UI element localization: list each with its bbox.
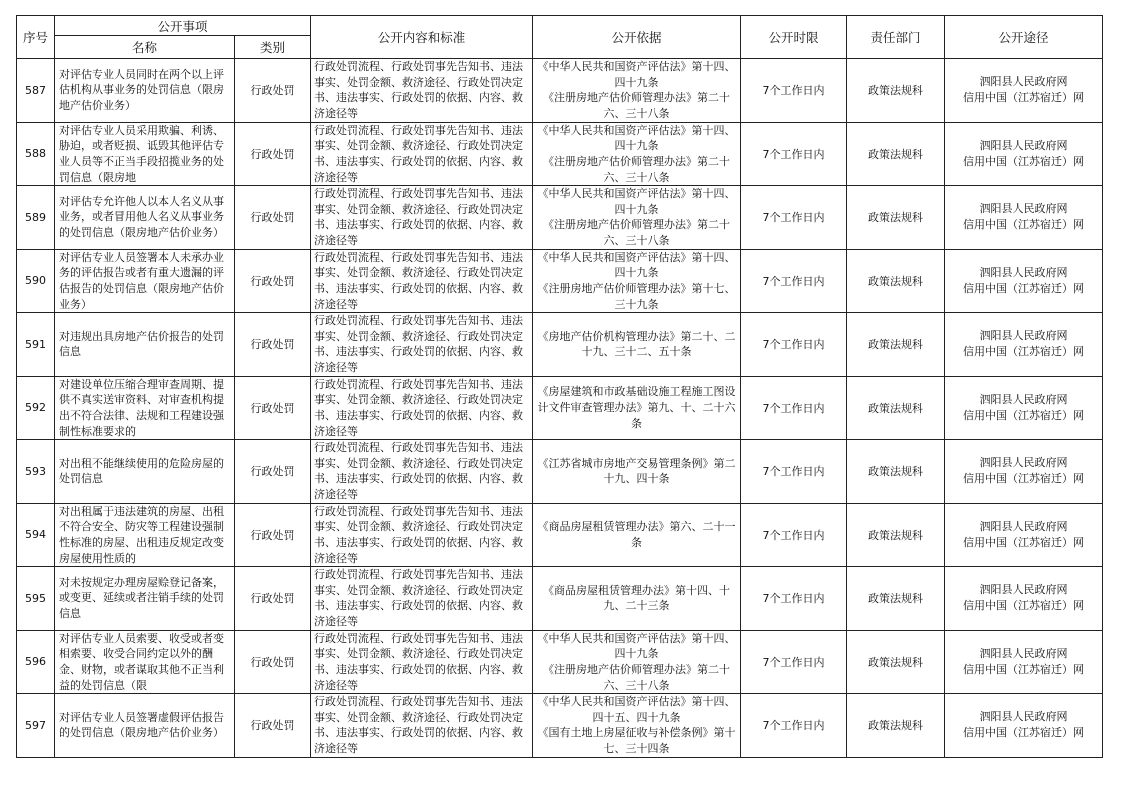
responsible-department: 政策法规科	[847, 186, 945, 250]
item-name-cell	[55, 122, 235, 186]
channel-line-2: 信用中国（江苏宿迁）网	[963, 218, 1084, 232]
row-number: 597	[17, 694, 55, 758]
disclosure-channel	[945, 122, 1103, 186]
responsible-department: 政策法规科	[847, 630, 945, 694]
item-type: 行政处罚	[235, 630, 311, 694]
disclosure-channel	[945, 59, 1103, 123]
table-row	[17, 630, 1103, 694]
item-name: 对评估专业人员签署虚假评估报告的处罚信息（限房地产估价业务）	[59, 710, 224, 740]
item-type: 行政处罚	[235, 440, 311, 504]
disclosure-content: 行政处罚流程、行政处罚事先告知书、违法事实、处罚金额、救济途径、行政处罚决定书、违法事实、行政处罚的依据、内容、救济途径等	[314, 314, 523, 375]
responsible-department: 政策法规科	[847, 376, 945, 440]
content-cell	[311, 503, 533, 567]
channel-line-1: 泗阳县人民政府网	[979, 392, 1068, 406]
content-cell	[311, 59, 533, 123]
table-row	[17, 313, 1103, 377]
time-limit: 7个工作日内	[741, 567, 847, 631]
item-type: 行政处罚	[235, 376, 311, 440]
table-row	[17, 694, 1103, 758]
disclosure-content: 行政处罚流程、行政处罚事先告知书、违法事实、处罚金额、救济途径、行政处罚决定书、违法事实、行政处罚的依据、内容、救济途径等	[314, 250, 523, 311]
legal-basis: 《中华人民共和国资产评估法》第十四、四十九条 《注册房地产估价师管理办法》第二十六、三十八条	[537, 631, 736, 692]
basis-cell	[533, 122, 741, 186]
responsible-department: 政策法规科	[847, 59, 945, 123]
content-cell	[311, 249, 533, 313]
channel-line-2: 信用中国（江苏宿迁）网	[963, 345, 1084, 359]
item-name-cell	[55, 249, 235, 313]
item-name: 对建设单位压缩合理审查周期、提供不真实送审资料、对审查机构提出不符合法律、法规和工程建设强制性标准要求的	[59, 377, 224, 438]
header-time-limit: 公开时限	[741, 16, 847, 59]
channel-line-2: 信用中国（江苏宿迁）网	[963, 154, 1084, 168]
time-limit: 7个工作日内	[741, 440, 847, 504]
content-cell	[311, 122, 533, 186]
disclosure-content: 行政处罚流程、行政处罚事先告知书、违法事实、处罚金额、救济途径、行政处罚决定书、违法事实、行政处罚的依据、内容、救济途径等	[314, 631, 523, 692]
channel-line-1: 泗阳县人民政府网	[979, 75, 1068, 89]
table-row	[17, 567, 1103, 631]
table-row	[17, 122, 1103, 186]
channel-line-1: 泗阳县人民政府网	[979, 710, 1068, 724]
legal-basis: 《商品房屋租赁管理办法》第十四、十九、二十三条	[543, 583, 730, 613]
table-row	[17, 249, 1103, 313]
row-number: 596	[17, 630, 55, 694]
legal-basis: 《中华人民共和国资产评估法》第十四、四十九条 《注册房地产估价师管理办法》第十七、三十九条	[537, 250, 736, 311]
legal-basis: 《中华人民共和国资产评估法》第十四、四十九条 《注册房地产估价师管理办法》第二十六、三十八条	[537, 60, 736, 121]
time-limit: 7个工作日内	[741, 313, 847, 377]
basis-cell	[533, 249, 741, 313]
table-row	[17, 440, 1103, 504]
item-type: 行政处罚	[235, 59, 311, 123]
item-name-cell	[55, 694, 235, 758]
responsible-department: 政策法规科	[847, 313, 945, 377]
item-type: 行政处罚	[235, 694, 311, 758]
legal-basis: 《商品房屋租赁管理办法》第六、二十一条	[537, 520, 736, 549]
legal-basis: 《房屋建筑和市政基础设施工程施工图设计文件审查管理办法》第九、十、二十六条	[537, 385, 736, 430]
time-limit: 7个工作日内	[741, 694, 847, 758]
item-type: 行政处罚	[235, 249, 311, 313]
legal-basis: 《房地产估价机构管理办法》第二十、二十九、三十二、五十条	[537, 329, 736, 359]
channel-line-1: 泗阳县人民政府网	[979, 646, 1068, 660]
item-type: 行政处罚	[235, 186, 311, 250]
disclosure-content: 行政处罚流程、行政处罚事先告知书、违法事实、处罚金额、救济途径、行政处罚决定书、违法事实、行政处罚的依据、内容、救济途径等	[314, 504, 523, 565]
item-name-cell	[55, 376, 235, 440]
item-name: 对出租属于违法建筑的房屋、出租不符合安全、防灾等工程建设强制性标准的房屋、出租违反规定改变房屋使用性质的	[59, 504, 224, 565]
header-item-group: 公开事项	[55, 16, 311, 36]
legal-basis: 《中华人民共和国资产评估法》第十四、四十九条 《注册房地产估价师管理办法》第二十六、三十八条	[537, 187, 736, 248]
item-name: 对评估专业人员同时在两个以上评估机构从事业务的处罚信息（限房地产估价业务）	[59, 67, 224, 113]
disclosure-content: 行政处罚流程、行政处罚事先告知书、违法事实、处罚金额、救济途径、行政处罚决定书、违法事实、行政处罚的依据、内容、救济途径等	[314, 377, 523, 438]
responsible-department: 政策法规科	[847, 503, 945, 567]
channel-line-1: 泗阳县人民政府网	[979, 265, 1068, 279]
disclosure-channel	[945, 503, 1103, 567]
disclosure-table	[16, 15, 1103, 758]
header-no: 序号	[17, 16, 55, 59]
disclosure-channel	[945, 186, 1103, 250]
item-name: 对违规出具房地产估价报告的处罚信息	[59, 329, 224, 359]
legal-basis: 《中华人民共和国资产评估法》第十四、四十九条 《注册房地产估价师管理办法》第二十六、三十八条	[537, 123, 736, 184]
item-name-cell	[55, 59, 235, 123]
time-limit: 7个工作日内	[741, 503, 847, 567]
disclosure-channel	[945, 249, 1103, 313]
item-type: 行政处罚	[235, 122, 311, 186]
time-limit: 7个工作日内	[741, 122, 847, 186]
basis-cell	[533, 694, 741, 758]
disclosure-content: 行政处罚流程、行政处罚事先告知书、违法事实、处罚金额、救济途径、行政处罚决定书、违法事实、行政处罚的依据、内容、救济途径等	[314, 60, 523, 121]
time-limit: 7个工作日内	[741, 186, 847, 250]
disclosure-channel	[945, 567, 1103, 631]
header-department: 责任部门	[847, 16, 945, 59]
header-content: 公开内容和标准	[311, 16, 533, 59]
channel-line-1: 泗阳县人民政府网	[979, 202, 1068, 216]
basis-cell	[533, 186, 741, 250]
content-cell	[311, 630, 533, 694]
disclosure-content: 行政处罚流程、行政处罚事先告知书、违法事实、处罚金额、救济途径、行政处罚决定书、违法事实、行政处罚的依据、内容、救济途径等	[314, 123, 523, 184]
header-name: 名称	[55, 36, 235, 59]
content-cell	[311, 694, 533, 758]
responsible-department: 政策法规科	[847, 567, 945, 631]
row-number: 593	[17, 440, 55, 504]
responsible-department: 政策法规科	[847, 122, 945, 186]
channel-line-1: 泗阳县人民政府网	[979, 519, 1068, 533]
time-limit: 7个工作日内	[741, 376, 847, 440]
row-number: 595	[17, 567, 55, 631]
table-row	[17, 59, 1103, 123]
header-type: 类别	[235, 36, 311, 59]
basis-cell	[533, 567, 741, 631]
item-name-cell	[55, 440, 235, 504]
row-number: 589	[17, 186, 55, 250]
item-name: 对出租不能继续使用的危险房屋的处罚信息	[59, 456, 224, 486]
content-cell	[311, 186, 533, 250]
responsible-department: 政策法规科	[847, 440, 945, 504]
disclosure-content: 行政处罚流程、行政处罚事先告知书、违法事实、处罚金额、救济途径、行政处罚决定书、违法事实、行政处罚的依据、内容、救济途径等	[314, 441, 523, 502]
content-cell	[311, 567, 533, 631]
header-basis: 公开依据	[533, 16, 741, 59]
row-number: 588	[17, 122, 55, 186]
channel-line-2: 信用中国（江苏宿迁）网	[963, 535, 1084, 549]
disclosure-content: 行政处罚流程、行政处罚事先告知书、违法事实、处罚金额、救济途径、行政处罚决定书、违法事实、行政处罚的依据、内容、救济途径等	[314, 568, 523, 629]
row-number: 592	[17, 376, 55, 440]
basis-cell	[533, 630, 741, 694]
disclosure-channel	[945, 694, 1103, 758]
basis-cell	[533, 313, 741, 377]
item-name-cell	[55, 186, 235, 250]
item-name-cell	[55, 313, 235, 377]
row-number: 594	[17, 503, 55, 567]
table-row	[17, 503, 1103, 567]
row-number: 591	[17, 313, 55, 377]
channel-line-2: 信用中国（江苏宿迁）网	[963, 662, 1084, 676]
basis-cell	[533, 59, 741, 123]
disclosure-channel	[945, 376, 1103, 440]
responsible-department: 政策法规科	[847, 694, 945, 758]
time-limit: 7个工作日内	[741, 630, 847, 694]
legal-basis: 《江苏省城市房地产交易管理条例》第二十九、四十条	[537, 456, 736, 486]
item-name-cell	[55, 567, 235, 631]
disclosure-channel	[945, 630, 1103, 694]
disclosure-channel	[945, 313, 1103, 377]
channel-line-1: 泗阳县人民政府网	[979, 138, 1068, 152]
basis-cell	[533, 440, 741, 504]
item-name: 对评估专业人员签署本人未承办业务的评估报告或者有重大遗漏的评估报告的处罚信息（限房地产估价业务）	[59, 250, 224, 311]
item-name: 对评估专业人员采用欺骗、利诱、胁迫，或者贬损、诋毁其他评估专业人员等不正当手段招揽业务的处罚信息（限房地	[59, 123, 224, 184]
channel-line-2: 信用中国（江苏宿迁）网	[963, 472, 1084, 486]
time-limit: 7个工作日内	[741, 249, 847, 313]
disclosure-channel	[945, 440, 1103, 504]
disclosure-content: 行政处罚流程、行政处罚事先告知书、违法事实、处罚金额、救济途径、行政处罚决定书、违法事实、行政处罚的依据、内容、救济途径等	[314, 695, 523, 756]
legal-basis: 《中华人民共和国资产评估法》第十四、四十五、四十九条 《国有土地上房屋征收与补偿条例》第十七、三十四条	[537, 695, 736, 756]
channel-line-2: 信用中国（江苏宿迁）网	[963, 599, 1084, 613]
channel-line-1: 泗阳县人民政府网	[979, 329, 1068, 343]
item-name-cell	[55, 630, 235, 694]
content-cell	[311, 440, 533, 504]
item-name: 对评估专允许他人以本人名义从事业务，或者冒用他人名义从事业务的处罚信息（限房地产估价业务）	[59, 194, 224, 240]
item-name-cell	[55, 503, 235, 567]
item-name: 对未按规定办理房屋赊登记备案，或变更、延续或者注销手续的处罚信息	[59, 575, 224, 621]
disclosure-content: 行政处罚流程、行政处罚事先告知书、违法事实、处罚金额、救济途径、行政处罚决定书、违法事实、行政处罚的依据、内容、救济途径等	[314, 187, 523, 248]
channel-line-2: 信用中国（江苏宿迁）网	[963, 726, 1084, 740]
row-number: 587	[17, 59, 55, 123]
header-channel: 公开途径	[945, 16, 1103, 59]
item-type: 行政处罚	[235, 313, 311, 377]
channel-line-1: 泗阳县人民政府网	[979, 583, 1068, 597]
content-cell	[311, 376, 533, 440]
item-name: 对评估专业人员索要、收受或者变相索要、收受合同约定以外的酬金、财物，或者谋取其他不正当利益的处罚信息（限	[59, 631, 224, 692]
row-number: 590	[17, 249, 55, 313]
basis-cell	[533, 503, 741, 567]
channel-line-2: 信用中国（江苏宿迁）网	[963, 281, 1084, 295]
basis-cell	[533, 376, 741, 440]
item-type: 行政处罚	[235, 567, 311, 631]
table-row	[17, 376, 1103, 440]
channel-line-1: 泗阳县人民政府网	[979, 456, 1068, 470]
responsible-department: 政策法规科	[847, 249, 945, 313]
content-cell	[311, 313, 533, 377]
item-type: 行政处罚	[235, 503, 311, 567]
channel-line-2: 信用中国（江苏宿迁）网	[963, 91, 1084, 105]
time-limit: 7个工作日内	[741, 59, 847, 123]
table-row	[17, 186, 1103, 250]
channel-line-2: 信用中国（江苏宿迁）网	[963, 408, 1084, 422]
